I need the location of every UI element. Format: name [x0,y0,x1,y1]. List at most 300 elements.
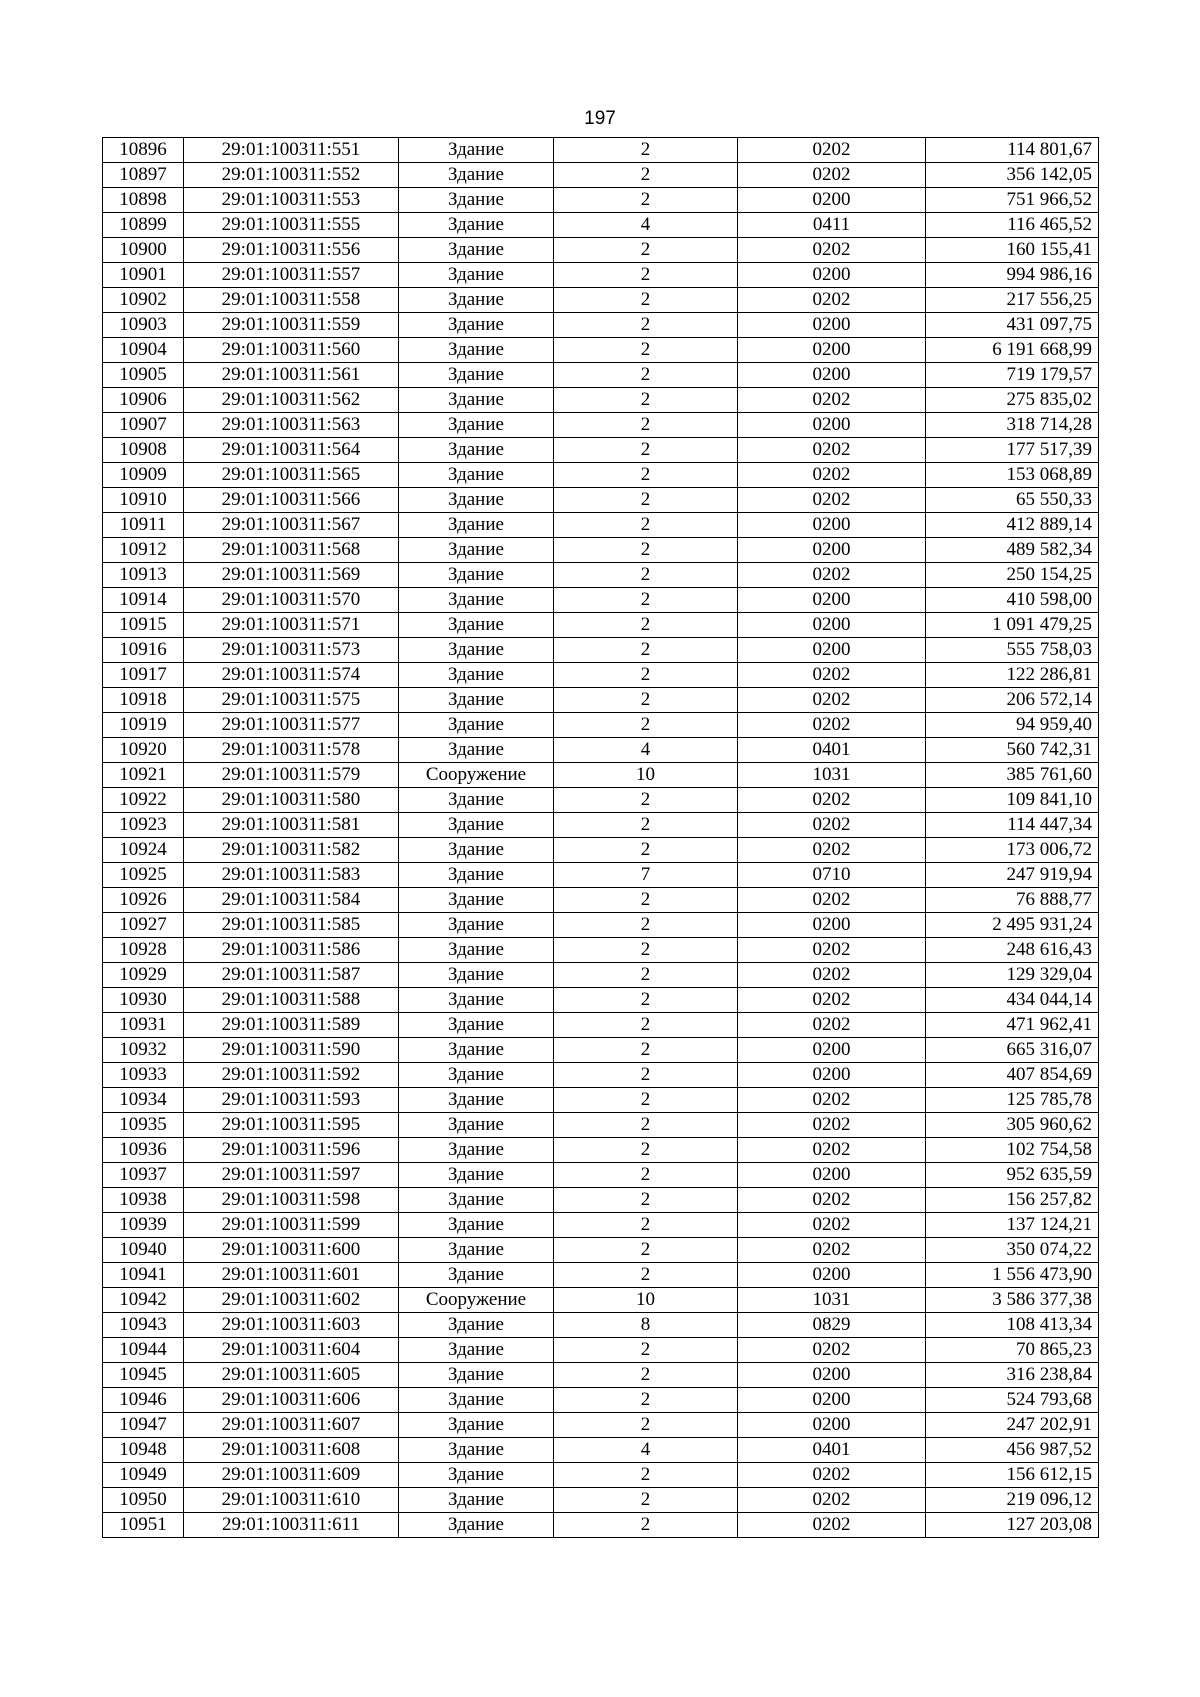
code-cell: 0202 [738,1088,926,1113]
group-cell: 2 [554,288,738,313]
row-number-cell: 10934 [103,1088,184,1113]
code-cell: 0200 [738,363,926,388]
group-cell: 2 [554,438,738,463]
row-number-cell: 10933 [103,1063,184,1088]
group-cell: 2 [554,188,738,213]
cadastral-value-cell: 137 124,21 [926,1213,1099,1238]
group-cell: 2 [554,1013,738,1038]
object-type-cell: Здание [399,238,554,263]
code-cell: 0200 [738,413,926,438]
code-cell: 0200 [738,613,926,638]
cadastral-number-cell: 29:01:100311:590 [184,1038,399,1063]
group-cell: 2 [554,813,738,838]
cadastral-value-cell: 555 758,03 [926,638,1099,663]
row-number-cell: 10908 [103,438,184,463]
code-cell: 0202 [738,1488,926,1513]
object-type-cell: Здание [399,1163,554,1188]
table-row [103,463,1099,488]
table-row [103,1063,1099,1088]
object-type-cell: Здание [399,1063,554,1088]
cadastral-number-cell: 29:01:100311:559 [184,313,399,338]
code-cell: 0202 [738,988,926,1013]
table-row [103,988,1099,1013]
cadastral-value-cell: 248 616,43 [926,938,1099,963]
cadastral-value-cell: 316 238,84 [926,1363,1099,1388]
row-number-cell: 10911 [103,513,184,538]
cadastral-value-cell: 217 556,25 [926,288,1099,313]
table-row [103,563,1099,588]
table-row [103,163,1099,188]
table-row [103,238,1099,263]
code-cell: 0202 [738,688,926,713]
cadastral-number-cell: 29:01:100311:596 [184,1138,399,1163]
group-cell: 8 [554,1313,738,1338]
cadastral-value-cell: 125 785,78 [926,1088,1099,1113]
cadastral-value-cell: 1 556 473,90 [926,1263,1099,1288]
cadastral-value-cell: 156 257,82 [926,1188,1099,1213]
cadastral-number-cell: 29:01:100311:587 [184,963,399,988]
table-row [103,1038,1099,1063]
cadastral-number-cell: 29:01:100311:586 [184,938,399,963]
cadastral-value-cell: 109 841,10 [926,788,1099,813]
row-number-cell: 10919 [103,713,184,738]
cadastral-value-cell: 219 096,12 [926,1488,1099,1513]
table-row [103,188,1099,213]
code-cell: 0200 [738,188,926,213]
row-number-cell: 10928 [103,938,184,963]
code-cell: 0200 [738,638,926,663]
cadastral-number-cell: 29:01:100311:551 [184,138,399,163]
object-type-cell: Здание [399,138,554,163]
table-row [103,1388,1099,1413]
code-cell: 0202 [738,1213,926,1238]
object-type-cell: Здание [399,588,554,613]
table-row [103,288,1099,313]
row-number-cell: 10917 [103,663,184,688]
cadastral-number-cell: 29:01:100311:578 [184,738,399,763]
row-number-cell: 10898 [103,188,184,213]
code-cell: 0710 [738,863,926,888]
object-type-cell: Здание [399,363,554,388]
row-number-cell: 10930 [103,988,184,1013]
code-cell: 0200 [738,1413,926,1438]
group-cell: 2 [554,613,738,638]
code-cell: 0411 [738,213,926,238]
code-cell: 0202 [738,788,926,813]
object-type-cell: Здание [399,413,554,438]
cadastral-number-cell: 29:01:100311:605 [184,1363,399,1388]
group-cell: 7 [554,863,738,888]
cadastral-number-cell: 29:01:100311:569 [184,563,399,588]
group-cell: 2 [554,1138,738,1163]
table-row [103,1413,1099,1438]
table-row [103,963,1099,988]
code-cell: 1031 [738,763,926,788]
group-cell: 10 [554,1288,738,1313]
group-cell: 2 [554,888,738,913]
row-number-cell: 10948 [103,1438,184,1463]
cadastral-number-cell: 29:01:100311:599 [184,1213,399,1238]
object-type-cell: Здание [399,288,554,313]
group-cell: 2 [554,163,738,188]
cadastral-value-cell: 177 517,39 [926,438,1099,463]
group-cell: 2 [554,1513,738,1538]
table-row [103,763,1099,788]
table-row [103,938,1099,963]
group-cell: 4 [554,1438,738,1463]
object-type-cell: Здание [399,638,554,663]
cadastral-value-cell: 250 154,25 [926,563,1099,588]
table-row [103,1188,1099,1213]
table-row [103,1138,1099,1163]
group-cell: 2 [554,1163,738,1188]
cadastral-value-cell: 206 572,14 [926,688,1099,713]
group-cell: 2 [554,788,738,813]
row-number-cell: 10913 [103,563,184,588]
cadastral-number-cell: 29:01:100311:571 [184,613,399,638]
cadastral-value-cell: 116 465,52 [926,213,1099,238]
group-cell: 2 [554,1038,738,1063]
group-cell: 2 [554,363,738,388]
table-row [103,888,1099,913]
group-cell: 2 [554,1188,738,1213]
table-row [103,1338,1099,1363]
cadastral-value-cell: 471 962,41 [926,1013,1099,1038]
cadastral-value-cell: 431 097,75 [926,313,1099,338]
row-number-cell: 10918 [103,688,184,713]
code-cell: 0401 [738,1438,926,1463]
object-type-cell: Здание [399,538,554,563]
cadastral-number-cell: 29:01:100311:561 [184,363,399,388]
table-row [103,1438,1099,1463]
row-number-cell: 10906 [103,388,184,413]
object-type-cell: Здание [399,1463,554,1488]
row-number-cell: 10902 [103,288,184,313]
cadastral-number-cell: 29:01:100311:593 [184,1088,399,1113]
row-number-cell: 10914 [103,588,184,613]
object-type-cell: Здание [399,1088,554,1113]
code-cell: 0202 [738,1338,926,1363]
row-number-cell: 10942 [103,1288,184,1313]
row-number-cell: 10931 [103,1013,184,1038]
row-number-cell: 10900 [103,238,184,263]
group-cell: 2 [554,1338,738,1363]
object-type-cell: Здание [399,888,554,913]
cadastral-value-cell: 153 068,89 [926,463,1099,488]
object-type-cell: Здание [399,1438,554,1463]
group-cell: 2 [554,313,738,338]
code-cell: 0200 [738,338,926,363]
group-cell: 2 [554,938,738,963]
object-type-cell: Здание [399,1363,554,1388]
cadastral-number-cell: 29:01:100311:573 [184,638,399,663]
object-type-cell: Здание [399,1188,554,1213]
group-cell: 2 [554,1463,738,1488]
row-number-cell: 10903 [103,313,184,338]
cadastral-number-cell: 29:01:100311:611 [184,1513,399,1538]
table-row [103,1238,1099,1263]
table-row [103,1313,1099,1338]
table-row [103,813,1099,838]
row-number-cell: 10951 [103,1513,184,1538]
cadastral-number-cell: 29:01:100311:581 [184,813,399,838]
cadastral-number-cell: 29:01:100311:585 [184,913,399,938]
cadastral-number-cell: 29:01:100311:589 [184,1013,399,1038]
code-cell: 0200 [738,513,926,538]
object-type-cell: Здание [399,863,554,888]
cadastral-number-cell: 29:01:100311:603 [184,1313,399,1338]
cadastral-value-cell: 173 006,72 [926,838,1099,863]
table-row [103,388,1099,413]
code-cell: 0202 [738,463,926,488]
group-cell: 2 [554,138,738,163]
object-type-cell: Здание [399,938,554,963]
table-row [103,488,1099,513]
group-cell: 2 [554,988,738,1013]
cadastral-value-cell: 318 714,28 [926,413,1099,438]
object-type-cell: Здание [399,263,554,288]
row-number-cell: 10920 [103,738,184,763]
table-row [103,638,1099,663]
cadastral-value-cell: 456 987,52 [926,1438,1099,1463]
code-cell: 0202 [738,1513,926,1538]
cadastral-value-cell: 410 598,00 [926,588,1099,613]
table-row [103,213,1099,238]
row-number-cell: 10935 [103,1113,184,1138]
object-type-cell: Здание [399,1038,554,1063]
group-cell: 2 [554,1263,738,1288]
object-type-cell: Здание [399,213,554,238]
row-number-cell: 10946 [103,1388,184,1413]
table-row [103,538,1099,563]
object-type-cell: Здание [399,1338,554,1363]
cadastral-value-cell: 114 447,34 [926,813,1099,838]
group-cell: 2 [554,688,738,713]
object-type-cell: Здание [399,988,554,1013]
group-cell: 2 [554,713,738,738]
cadastral-value-cell: 407 854,69 [926,1063,1099,1088]
object-type-cell: Сооружение [399,1288,554,1313]
code-cell: 0202 [738,288,926,313]
table-row [103,1088,1099,1113]
group-cell: 2 [554,413,738,438]
row-number-cell: 10904 [103,338,184,363]
row-number-cell: 10949 [103,1463,184,1488]
object-type-cell: Здание [399,488,554,513]
row-number-cell: 10947 [103,1413,184,1438]
table-row [103,1163,1099,1188]
row-number-cell: 10896 [103,138,184,163]
row-number-cell: 10923 [103,813,184,838]
object-type-cell: Здание [399,688,554,713]
cadastral-number-cell: 29:01:100311:579 [184,763,399,788]
group-cell: 2 [554,588,738,613]
cadastral-number-cell: 29:01:100311:592 [184,1063,399,1088]
object-type-cell: Здание [399,313,554,338]
object-type-cell: Здание [399,1113,554,1138]
row-number-cell: 10924 [103,838,184,863]
row-number-cell: 10897 [103,163,184,188]
code-cell: 0829 [738,1313,926,1338]
cadastral-value-cell: 952 635,59 [926,1163,1099,1188]
cadastral-value-cell: 122 286,81 [926,663,1099,688]
object-type-cell: Здание [399,163,554,188]
object-type-cell: Здание [399,513,554,538]
group-cell: 2 [554,238,738,263]
cadastral-number-cell: 29:01:100311:597 [184,1163,399,1188]
table-row [103,688,1099,713]
table-body [103,138,1099,1538]
row-number-cell: 10950 [103,1488,184,1513]
cadastral-value-cell: 65 550,33 [926,488,1099,513]
group-cell: 2 [554,263,738,288]
cadastral-number-cell: 29:01:100311:565 [184,463,399,488]
row-number-cell: 10905 [103,363,184,388]
table-row [103,438,1099,463]
row-number-cell: 10932 [103,1038,184,1063]
cadastral-value-cell: 76 888,77 [926,888,1099,913]
table-row [103,838,1099,863]
object-type-cell: Здание [399,613,554,638]
group-cell: 2 [554,1063,738,1088]
object-type-cell: Здание [399,338,554,363]
code-cell: 0200 [738,1163,926,1188]
group-cell: 2 [554,1388,738,1413]
cadastral-value-cell: 156 612,15 [926,1463,1099,1488]
row-number-cell: 10929 [103,963,184,988]
code-cell: 0202 [738,713,926,738]
code-cell: 0200 [738,538,926,563]
code-cell: 0401 [738,738,926,763]
code-cell: 0202 [738,138,926,163]
object-type-cell: Здание [399,713,554,738]
code-cell: 0200 [738,913,926,938]
cadastral-value-cell: 434 044,14 [926,988,1099,1013]
cadastral-value-cell: 751 966,52 [926,188,1099,213]
code-cell: 1031 [738,1288,926,1313]
code-cell: 0202 [738,1463,926,1488]
code-cell: 0200 [738,1063,926,1088]
cadastral-value-cell: 275 835,02 [926,388,1099,413]
table-row [103,913,1099,938]
row-number-cell: 10922 [103,788,184,813]
cadastral-value-cell: 247 202,91 [926,1413,1099,1438]
cadastral-number-cell: 29:01:100311:567 [184,513,399,538]
code-cell: 0202 [738,1113,926,1138]
object-type-cell: Здание [399,813,554,838]
group-cell: 2 [554,338,738,363]
table-row [103,588,1099,613]
table-row [103,1513,1099,1538]
group-cell: 2 [554,1238,738,1263]
code-cell: 0202 [738,563,926,588]
cadastral-number-cell: 29:01:100311:607 [184,1413,399,1438]
object-type-cell: Здание [399,913,554,938]
row-number-cell: 10915 [103,613,184,638]
cadastral-value-cell: 2 495 931,24 [926,913,1099,938]
cadastral-value-cell: 385 761,60 [926,763,1099,788]
cadastral-number-cell: 29:01:100311:584 [184,888,399,913]
cadastral-number-cell: 29:01:100311:555 [184,213,399,238]
object-type-cell: Здание [399,463,554,488]
row-number-cell: 10939 [103,1213,184,1238]
object-type-cell: Здание [399,1213,554,1238]
group-cell: 2 [554,1213,738,1238]
table-row [103,1488,1099,1513]
row-number-cell: 10910 [103,488,184,513]
page-number: 197 [584,108,616,129]
object-type-cell: Здание [399,1413,554,1438]
group-cell: 2 [554,1488,738,1513]
group-cell: 2 [554,513,738,538]
row-number-cell: 10921 [103,763,184,788]
code-cell: 0202 [738,438,926,463]
group-cell: 2 [554,913,738,938]
group-cell: 10 [554,763,738,788]
code-cell: 0202 [738,838,926,863]
group-cell: 2 [554,538,738,563]
group-cell: 2 [554,463,738,488]
code-cell: 0202 [738,1138,926,1163]
object-type-cell: Здание [399,563,554,588]
table-row [103,1013,1099,1038]
code-cell: 0202 [738,488,926,513]
table-row [103,263,1099,288]
cadastral-value-cell: 524 793,68 [926,1388,1099,1413]
object-type-cell: Здание [399,438,554,463]
row-number-cell: 10926 [103,888,184,913]
code-cell: 0202 [738,963,926,988]
table-row [103,863,1099,888]
row-number-cell: 10944 [103,1338,184,1363]
code-cell: 0202 [738,1013,926,1038]
table-row [103,1263,1099,1288]
cadastral-value-cell: 489 582,34 [926,538,1099,563]
cadastral-value-cell: 247 919,94 [926,863,1099,888]
row-number-cell: 10937 [103,1163,184,1188]
code-cell: 0202 [738,813,926,838]
cadastral-number-cell: 29:01:100311:575 [184,688,399,713]
group-cell: 4 [554,213,738,238]
cadastral-value-cell: 6 191 668,99 [926,338,1099,363]
row-number-cell: 10912 [103,538,184,563]
cadastral-value-cell: 356 142,05 [926,163,1099,188]
cadastral-number-cell: 29:01:100311:564 [184,438,399,463]
group-cell: 2 [554,838,738,863]
row-number-cell: 10899 [103,213,184,238]
cadastral-value-cell: 102 754,58 [926,1138,1099,1163]
cadastral-value-cell: 129 329,04 [926,963,1099,988]
table-row [103,1213,1099,1238]
object-type-cell: Здание [399,1013,554,1038]
cadastral-number-cell: 29:01:100311:553 [184,188,399,213]
table-row [103,613,1099,638]
code-cell: 0202 [738,888,926,913]
cadastral-value-cell: 3 586 377,38 [926,1288,1099,1313]
group-cell: 4 [554,738,738,763]
code-cell: 0200 [738,1363,926,1388]
table-row [103,363,1099,388]
cadastral-number-cell: 29:01:100311:558 [184,288,399,313]
cadastral-number-cell: 29:01:100311:610 [184,1488,399,1513]
row-number-cell: 10927 [103,913,184,938]
row-number-cell: 10938 [103,1188,184,1213]
code-cell: 0200 [738,1263,926,1288]
cadastral-number-cell: 29:01:100311:582 [184,838,399,863]
table-row [103,1288,1099,1313]
cadastral-number-cell: 29:01:100311:583 [184,863,399,888]
object-type-cell: Здание [399,188,554,213]
